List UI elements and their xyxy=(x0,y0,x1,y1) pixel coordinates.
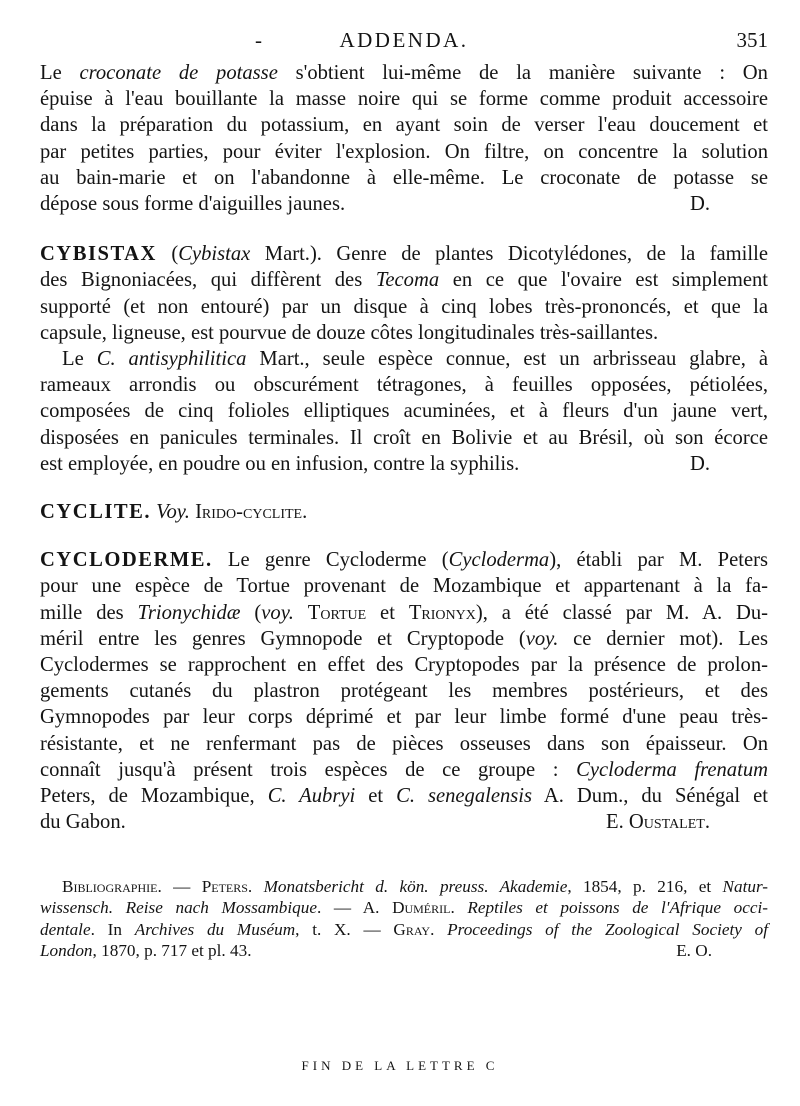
text-line: capsule, ligneuse, est pourvue de douze côtes longitudinales très-saillantes. xyxy=(40,321,659,344)
author-signature: E. O. xyxy=(676,941,712,961)
text-line: par petites parties, pour éviter l'explosion. On filtre, on concentre la solution xyxy=(40,140,768,163)
text-line: dentale. In Archives du Muséum, t. X. — Gray. Proceedings of the Zoological Society of xyxy=(40,919,769,939)
text-line: disposées en panicules terminales. Il croît en Bolivie et au Brésil, où son écorce xyxy=(40,426,768,449)
text-line: CYBISTAX (Cybistax Mart.). Genre de plantes Dicotylédones, de la famille xyxy=(40,243,768,266)
text-line: des Bignoniacées, qui diffèrent des Tecoma en ce que l'ovaire est simplement xyxy=(40,269,768,292)
text-line: au bain-marie et on l'abandonne à elle-même. Le croconate de potasse se xyxy=(40,166,768,189)
text-line: wissensch. Reise nach Mossambique. — A. Duméril. Reptiles et poissons de l'Afrique occi- xyxy=(40,898,768,918)
text-line: épuise à l'eau bouillante la masse noire qui se forme comme produit accessoire xyxy=(40,88,768,111)
text-line: CYCLODERME. Le genre Cycloderme (Cycloderma), établi par M. Peters xyxy=(40,549,768,572)
text-line: est employée, en poudre ou en infusion, contre la syphilis. D. xyxy=(40,451,768,477)
text-line: dans la préparation du potassium, en ayant soin de verser l'eau doucement et xyxy=(40,114,768,137)
text-line: gements cutanés du plastron protégeant les membres postérieurs, et des xyxy=(40,680,768,703)
text-line: Bibliographie. — Peters. Monatsbericht d. kön. preuss. Akademie, 1854, p. 216, et Natur- xyxy=(62,877,769,896)
cross-reference-voy: Voy. xyxy=(156,501,190,524)
text-line: Le C. antisyphilitica Mart., seule espèce connue, est un arbrisseau glabre, à xyxy=(62,348,768,371)
end-of-letter-footer: FIN DE LA LETTRE C xyxy=(301,1058,499,1073)
croconate-paragraph xyxy=(40,60,768,217)
text-line: Peters, de Mozambique, C. Aubryi et C. senegalensis A. Dum., du Sénégal et xyxy=(40,785,768,808)
cycloderme-entry xyxy=(40,547,768,835)
text-line: Gymnopodes par leur corps déprimé et par leur limbe formé d'une peau très- xyxy=(40,706,768,729)
entry-headword: CYBISTAX xyxy=(40,243,157,266)
cross-reference: Irido-cyclite. xyxy=(195,501,308,524)
text-line: composées de cinq folioles elliptiques acuminées, et à fleurs d'un jaune vert, xyxy=(40,400,768,423)
text-line xyxy=(40,499,768,525)
text-line: méril entre les genres Gymnopode et Cryptopode (voy. ce dernier mot). Les xyxy=(40,627,768,650)
text-line: dépose sous forme d'aiguilles jaunes. D. xyxy=(40,191,768,217)
text-line: Le croconate de potasse s'obtient lui-même de la manière suivante : On xyxy=(40,62,768,84)
cybistax-entry xyxy=(40,241,768,477)
entry-headword: CYCLITE. xyxy=(40,501,151,524)
running-title: ADDENDA. xyxy=(339,28,469,52)
text-line: London, 1870, p. 717 et pl. 43. E. O. xyxy=(40,941,712,961)
text-line: du Gabon. E. Oustalet. xyxy=(40,809,768,835)
text-line: mille des Trionychidæ (voy. Tortue et Trionyx), a été classé par M. A. Du- xyxy=(40,601,769,624)
author-signature: D. xyxy=(689,193,710,216)
author-signature: E. Oustalet. xyxy=(606,811,710,834)
bibliography xyxy=(40,876,768,962)
main-text xyxy=(40,60,768,835)
header-dash: - xyxy=(255,28,264,52)
text-line: Cyclodermes se rapprochent en effet des Cryptopodes par la présence de prolon- xyxy=(40,654,768,677)
page-header xyxy=(40,28,768,60)
text-line: connaît jusqu'à présent trois espèces de ce groupe : Cycloderma frenatum xyxy=(40,758,768,781)
text-line: supporté (et non entouré) par un disque à cinq lobes très-prononcés, et que la xyxy=(40,295,768,318)
bibliography-label: Bibliographie. xyxy=(62,877,162,896)
cyclite-entry xyxy=(40,499,768,525)
text-line: résistante, et ne renfermant pas de pièces osseuses dans son épaisseur. On xyxy=(40,732,768,755)
text-line: rameaux arrondis ou obscurément tétragones, à feuilles opposées, pétiolées, xyxy=(40,374,768,397)
page-number: 351 xyxy=(736,28,768,52)
entry-headword: CYCLODERME. xyxy=(40,549,213,572)
text-line: pour une espèce de Tortue provenant de Mozambique et appartenant à la fa- xyxy=(40,575,768,598)
author-signature: D. xyxy=(689,452,710,475)
